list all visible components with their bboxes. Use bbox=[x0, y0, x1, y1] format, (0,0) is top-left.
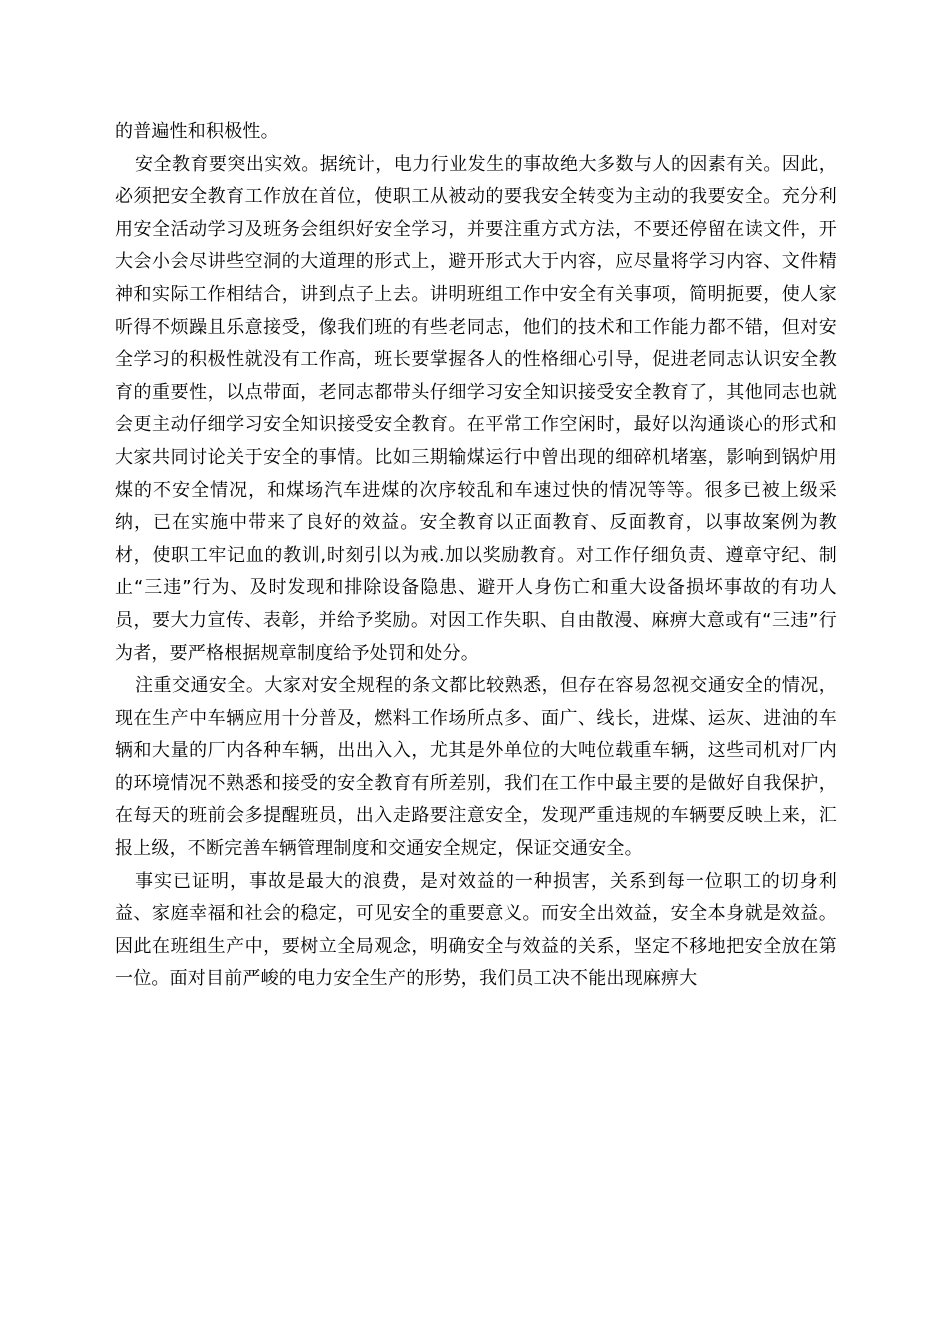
paragraph-traffic-safety: 注重交通安全。大家对安全规程的条文都比较熟悉，但存在容易忽视交通安全的情况，现在生产中车辆应用十分普及，燃料工作场所点多、面广、线长，进煤、运灰、进油的车辆和大量的厂内各种车辆，出出入入，尤其是外单位的大吨位载重车辆，这些司机对厂内的环境情况不熟悉和接受的安全教育有所差别，我们在工作中最主要的是做好自我保护，在每天的班前会多提醒班员，出入走路要注意安全，发现严重违规的车辆要反映上来，汇报上级，不断完善车辆管理制度和交通安全规定，保证交通安全。 bbox=[115, 675, 837, 860]
body-text bbox=[115, 116, 837, 996]
paragraph-continuation: 的普遍性和积极性。 bbox=[115, 121, 279, 142]
paragraph-safety-benefit: 事实已证明，事故是最大的浪费，是对效益的一种损害，关系到每一位职工的切身利益、家庭幸福和社会的稳定，可见安全的重要意义。而安全出效益，安全本身就是效益。因此在班组生产中，要树立全局观念，明确安全与效益的关系，坚定不移地把安全放在第一位。面对目前严峻的电力安全生产的形势，我们员工决不能出现麻痹大 bbox=[115, 870, 837, 990]
paragraph-safety-education: 安全教育要突出实效。据统计，电力行业发生的事故绝大多数与人的因素有关。因此，必须把安全教育工作放在首位，使职工从被动的要我安全转变为主动的我要安全。充分利用安全活动学习及班务会组织好安全学习，并要注重方式方法，不要还停留在读文件，开大会小会尽讲些空洞的大道理的形式上，避开形式大于内容，应尽量将学习内容、文件精神和实际工作相结合，讲到点子上去。讲明班组工作中安全有关事项，简明扼要，使人家听得不烦躁且乐意接受，像我们班的有些老同志，他们的技术和工作能力都不错，但对安全学习的积极性就没有工作高，班长要掌握各人的性格细心引导，促进老同志认识安全教育的重要性，以点带面，老同志都带头仔细学习安全知识接受安全教育了，其他同志也就会更主动仔细学习安全知识接受安全教育。在平常工作空闲时，最好以沟通谈心的形式和大家共同讨论关于安全的事情。比如三期输煤运行中曾出现的细碎机堵塞，影响到锅炉用煤的不安全情况，和煤场汽车进煤的次序较乱和车速过快的情况等等。很多已被上级采纳，已在实施中带来了良好的效益。安全教育以正面教育、反面教育，以事故案例为教材，使职工牢记血的教训,时刻引以为戒.加以奖励教育。对工作仔细负责、遵章守纪、制止“三违”行为、及时发现和排除设备隐患、避开人身伤亡和重大设备损坏事故的有功人员，要大力宣传、表彰，并给予奖励。对因工作失职、自由散漫、麻痹大意或有“三违”行为者，要严格根据规章制度给予处罚和处分。 bbox=[115, 153, 837, 664]
